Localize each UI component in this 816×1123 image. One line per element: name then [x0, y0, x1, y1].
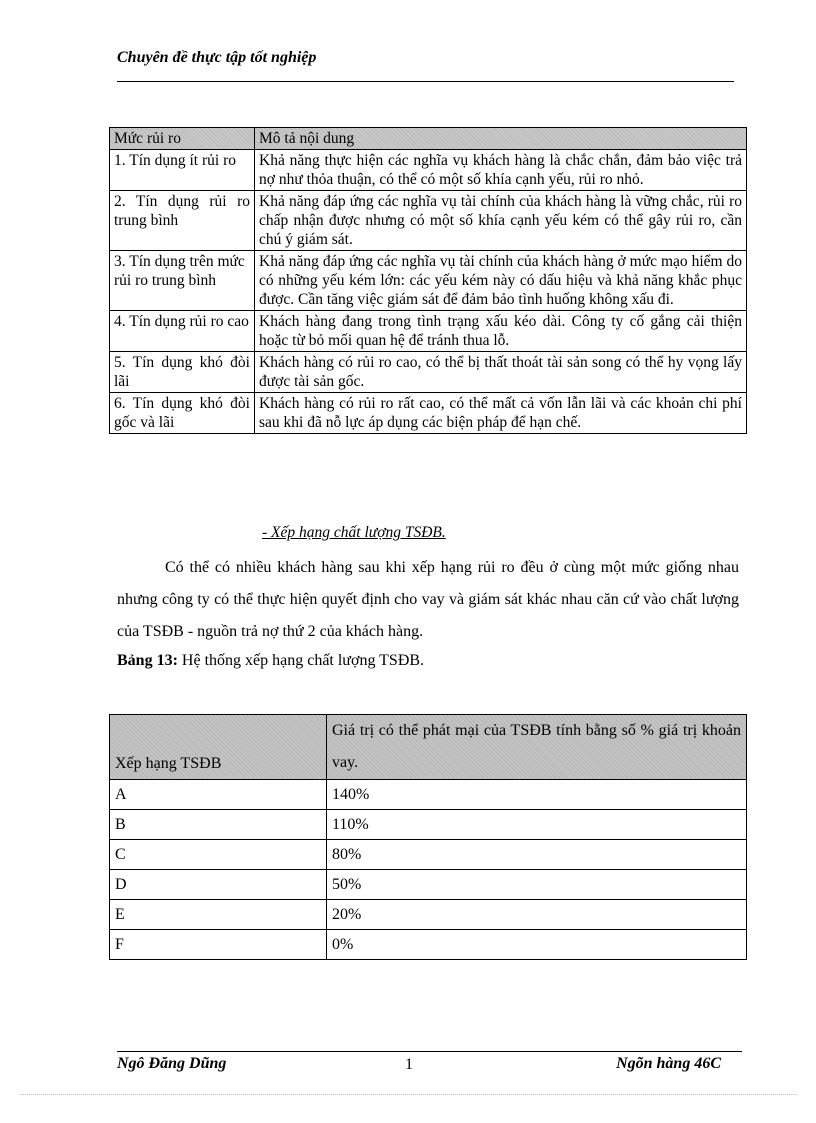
table-caption-label: Bảng 13: [117, 652, 178, 669]
page-bottom-border [20, 1094, 796, 1095]
table-row [110, 840, 747, 870]
table-row [110, 930, 747, 960]
value-cell: 20% [327, 900, 747, 930]
risk-level-cell: 4. Tín dụng rủi ro cao [110, 311, 255, 352]
table-header-row [110, 128, 747, 150]
grade-cell: B [110, 810, 327, 840]
table-row [110, 810, 747, 840]
risk-level-cell: 1. Tín dụng ít rủi ro [110, 150, 255, 191]
value-cell: 140% [327, 780, 747, 810]
table-row [110, 393, 747, 434]
value-cell: 110% [327, 810, 747, 840]
risk-description-cell: Khách hàng có rủi ro rất cao, có thể mất cả vốn lẫn lãi và các khoản chi phí sau khi đã nỗ lực áp dụng các biện pháp để hạn chế. [255, 393, 747, 434]
column-header-collateral-grade: Xếp hạng TSĐB [110, 715, 327, 780]
footer-author: Ngô Đăng Dũng [117, 1055, 227, 1072]
header-divider [117, 81, 734, 82]
table-caption [117, 649, 424, 673]
column-header-risk-level: Mức rủi ro [110, 128, 255, 150]
risk-description-cell: Khách hàng đang trong tình trạng xấu kéo dài. Công ty cố gắng cải thiện hoặc từ bỏ mối quan hệ để tránh thua lỗ. [255, 311, 747, 352]
table-row [110, 900, 747, 930]
risk-description-cell: Khách hàng có rủi ro cao, có thể bị thất thoát tài sản song có thể hy vọng lấy được tài sản gốc. [255, 352, 747, 393]
value-cell: 0% [327, 930, 747, 960]
risk-description-cell: Khả năng đáp ứng các nghĩa vụ tài chính của khách hàng là vững chắc, rủi ro chấp nhận được nhưng có một số khía cạnh yếu kém có thể gây rủi ro, cần chú ý giám sát. [255, 191, 747, 251]
body-paragraph: Có thể có nhiều khách hàng sau khi xếp hạng rủi ro đều ở cùng một mức giống nhau nhưng công ty có thể thực hiện quyết định cho vay và giám sát khác nhau căn cứ vào chất lượng của TSĐB - nguồn trả nợ thứ 2 của khách hàng. [117, 559, 739, 640]
value-cell: 50% [327, 870, 747, 900]
risk-description-cell: Khả năng đáp ứng các nghĩa vụ tài chính của khách hàng ở mức mạo hiểm do có những yếu kém lớn: các yếu kém này có dấu hiệu và khả năng khắc phục được. Cần tăng việc giám sát để đảm bảo tình huống không xấu đi. [255, 251, 747, 311]
table-row [110, 251, 747, 311]
risk-level-cell: 5. Tín dụng khó đòi lãi [110, 352, 255, 393]
column-header-liquidation-value: Giá trị có thể phát mại của TSĐB tính bằng số % giá trị khoản vay. [327, 715, 747, 780]
risk-level-table [109, 127, 747, 434]
table-row [110, 352, 747, 393]
grade-cell: D [110, 870, 327, 900]
column-header-description: Mô tả nội dung [255, 128, 747, 150]
table-row [110, 780, 747, 810]
table-row [110, 191, 747, 251]
page-number: 1 [405, 1056, 413, 1073]
risk-description-cell: Khả năng thực hiện các nghĩa vụ khách hàng là chắc chắn, đảm bảo việc trả nợ như thỏa thuận, có thể có một số khía cạnh yếu, rủi ro nhỏ. [255, 150, 747, 191]
risk-level-cell: 6. Tín dụng khó đòi gốc và lãi [110, 393, 255, 434]
table-header-row [110, 715, 747, 780]
grade-cell: E [110, 900, 327, 930]
table-row [110, 870, 747, 900]
value-cell: 80% [327, 840, 747, 870]
table-row [110, 150, 747, 191]
collateral-rating-table [109, 714, 747, 960]
footer-divider [117, 1051, 742, 1052]
table-caption-text: Hệ thống xếp hạng chất lượng TSĐB. [181, 652, 425, 669]
footer-class: Ngõn hàng 46C [616, 1055, 721, 1072]
grade-cell: F [110, 930, 327, 960]
grade-cell: C [110, 840, 327, 870]
table-row [110, 311, 747, 352]
grade-cell: A [110, 780, 327, 810]
document-header-title: Chuyên đề thực tập tốt nghiệp [117, 49, 317, 66]
risk-level-cell: 2. Tín dụng rủi ro trung bình [110, 191, 255, 251]
section-subheading: - Xếp hạng chất lượng TSĐB. [262, 524, 446, 541]
risk-level-cell: 3. Tín dụng trên mức rủi ro trung bình [110, 251, 255, 311]
